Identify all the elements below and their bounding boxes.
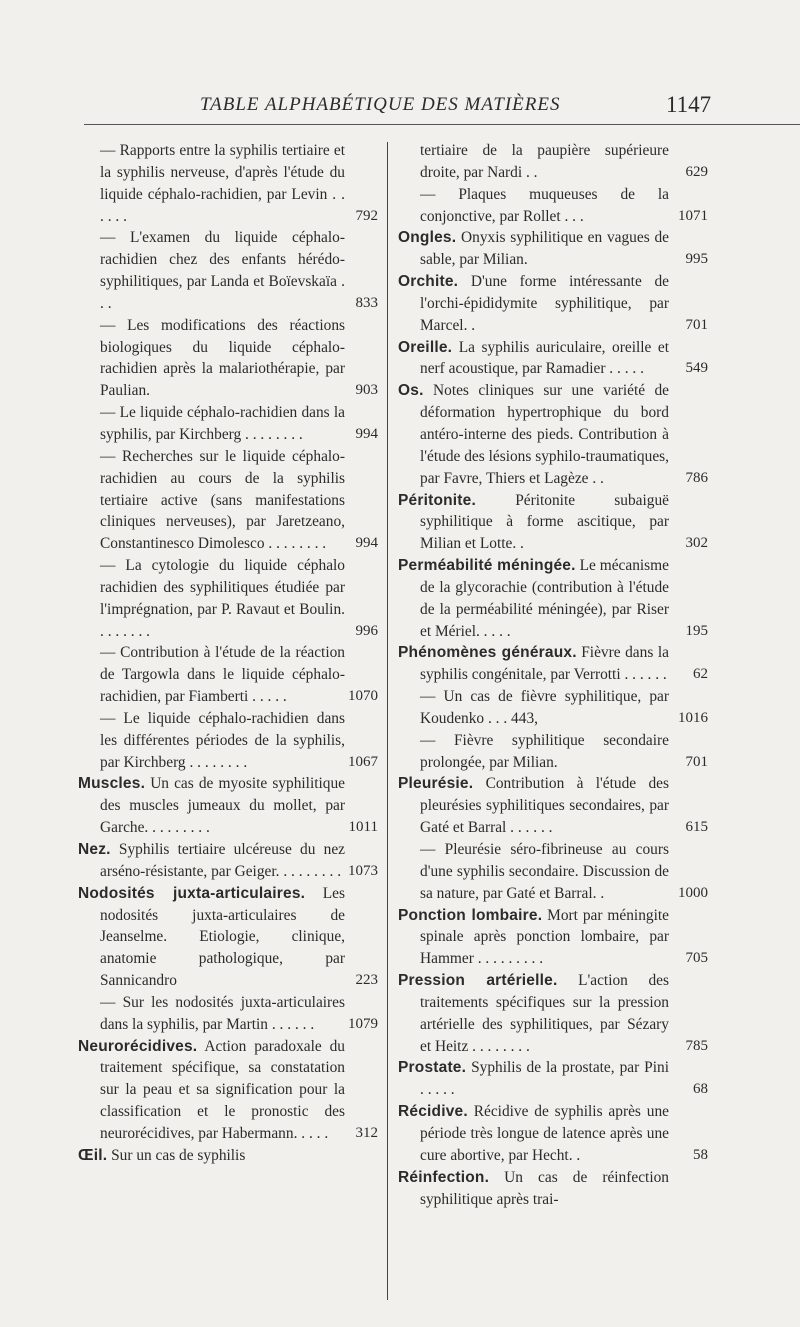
- entry-text: [398, 1101, 669, 1167]
- entry-text: [398, 227, 669, 271]
- entry-description: Un cas de myosite syphilitique des muscles jumeaux du mollet, par Garche. . . . . . . . .: [100, 775, 345, 837]
- entry-text: [398, 839, 669, 905]
- entry-description: — Le liquide céphalo-rachidien dans les différentes périodes de la syphilis, par Kirchberg . . . . . . . .: [100, 709, 345, 771]
- entry-page-number: 629: [685, 163, 708, 180]
- entry-page-number: 705: [685, 950, 708, 967]
- entry-page-number: 1067: [348, 753, 378, 770]
- entry-description: Un cas de réinfection syphilitique après trai-: [420, 1168, 669, 1208]
- entry-page-number: 223: [355, 972, 378, 989]
- index-entry: [398, 773, 712, 839]
- entry-keyword: Phénomènes généraux.: [398, 644, 577, 662]
- entry-description: Mort par méningite spinale après ponction lombaire, par Hammer . . . . . . . . .: [420, 906, 669, 968]
- entry-text: [398, 730, 669, 774]
- entry-keyword: Prostate.: [398, 1059, 467, 1077]
- index-entry: [78, 555, 378, 642]
- entry-page-number: 994: [355, 535, 378, 552]
- entry-description: — Pleurésie séro-fibrineuse au cours d'une syphilis secondaire. Discussion de sa nature, par Gaté et Barral. .: [420, 841, 669, 902]
- entry-description: — Le liquide céphalo-rachidien dans la syphilis, par Kirchberg . . . . . . . .: [100, 404, 345, 443]
- entry-text: [398, 140, 669, 184]
- entry-text: [78, 227, 345, 314]
- entry-description: tertiaire de la paupière supérieure droite, par Nardi . .: [420, 142, 669, 181]
- index-entry: [398, 905, 712, 971]
- entry-keyword: Pleurésie.: [398, 775, 474, 793]
- entry-description: Péritonite subaiguë syphilitique à forme ascitique, par Milian et Lotte. .: [420, 491, 669, 553]
- entry-keyword: Oreille.: [398, 338, 453, 356]
- entry-text: [78, 883, 345, 992]
- entry-page-number: 58: [693, 1146, 708, 1163]
- entry-page-number: 996: [355, 622, 378, 639]
- entry-page-number: 786: [685, 469, 708, 486]
- index-entry: [398, 970, 712, 1057]
- index-entry: [398, 227, 712, 271]
- index-entry: [398, 555, 712, 642]
- entry-text: [78, 315, 345, 402]
- entry-text: [398, 380, 669, 489]
- entry-text: [398, 970, 669, 1057]
- entry-keyword: Muscles.: [78, 775, 146, 793]
- entry-page-number: 1016: [678, 709, 708, 726]
- entry-description: Onyxis syphilitique en vagues de sable, par Milian.: [420, 229, 669, 269]
- entry-keyword: Œil.: [78, 1146, 108, 1164]
- entry-text: [78, 140, 345, 227]
- index-entry: [78, 708, 378, 774]
- entry-text: [78, 446, 345, 555]
- entry-text: [398, 642, 669, 686]
- right-column: [398, 140, 712, 1210]
- index-entry: [398, 337, 712, 381]
- entry-page-number: 833: [355, 294, 378, 311]
- index-entry: [78, 1036, 378, 1145]
- entry-page-number: 1000: [678, 884, 708, 901]
- entry-page-number: 1071: [678, 207, 708, 224]
- entry-page-number: 1011: [348, 819, 378, 836]
- index-entry: [398, 1167, 712, 1211]
- entry-page-number: 1079: [348, 1015, 378, 1032]
- entry-keyword: Neurorécidives.: [78, 1037, 198, 1055]
- page-title: TABLE ALPHABÉTIQUE DES MATIÈRES: [200, 94, 561, 115]
- index-entry: [78, 402, 378, 446]
- index-entry: [78, 839, 378, 883]
- entry-keyword: Os.: [398, 382, 424, 400]
- index-entry: [398, 1057, 712, 1101]
- entry-keyword: Perméabilité méningée.: [398, 557, 576, 575]
- entry-description: Les nodosités juxta-articulaires de Jeanselme. Etiologie, clinique, anatomie pathologique, par Sannicandro: [100, 884, 345, 990]
- entry-description: — Fièvre syphilitique secondaire prolongée, par Milian.: [420, 731, 669, 771]
- index-entry: [398, 1101, 712, 1167]
- column-divider: [387, 142, 388, 1300]
- entry-page-number: 62: [693, 666, 708, 683]
- entry-keyword: Péritonite.: [398, 491, 476, 509]
- entry-description: Sur un cas de syphilis: [111, 1146, 246, 1164]
- entry-text: [78, 1036, 345, 1145]
- index-entry: [398, 490, 712, 556]
- entry-text: [78, 642, 345, 708]
- entry-text: [398, 686, 669, 730]
- index-entry: [78, 140, 378, 227]
- index-entry: [398, 839, 712, 905]
- entry-description: — Rapports entre la syphilis tertiaire et la syphilis nerveuse, d'après l'étude du liquide céphalo-rachidien, par Levin . . . . . .: [100, 142, 345, 225]
- entry-page-number: 903: [355, 382, 378, 399]
- entry-text: [398, 271, 669, 337]
- entry-keyword: Pression artérielle.: [398, 972, 558, 990]
- entry-keyword: Orchite.: [398, 273, 459, 291]
- entry-page-number: 792: [355, 207, 378, 224]
- entry-description: — Sur les nodosités juxta-articulaires dans la syphilis, par Martin . . . . . .: [100, 993, 345, 1033]
- index-entry: [398, 184, 712, 228]
- entry-text: [78, 708, 345, 774]
- entry-text: [78, 1145, 345, 1167]
- entry-page-number: 68: [693, 1081, 708, 1098]
- entry-keyword: Réinfection.: [398, 1168, 490, 1186]
- entry-keyword: Ongles.: [398, 229, 457, 247]
- entry-description: — La cytologie du liquide céphalo rachidien des syphilitiques étudiée par l'imprégnation, par P. Ravaut et Boulin. . . . . . . .: [100, 557, 345, 640]
- entry-description: Fièvre dans la syphilis congénitale, par Verrotti . . . . . .: [420, 644, 669, 684]
- entry-page-number: 312: [355, 1124, 378, 1141]
- entry-keyword: Nodosités juxta-articulaires.: [78, 884, 306, 902]
- entry-description: Contribution à l'étude des pleurésies syphilitiques secondaires, par Gaté et Barral . . . . . .: [420, 775, 669, 837]
- entry-page-number: 302: [685, 535, 708, 552]
- entry-description: Notes cliniques sur une variété de déformation hypertrophique du bord antéro-interne des pieds. Contribution à l'étude des lésions syphilo-traumatiques, par Favre, Thiers et Lagèze . .: [420, 382, 669, 487]
- entry-keyword: Nez.: [78, 841, 111, 858]
- entry-page-number: 1070: [348, 688, 378, 705]
- entry-page-number: 701: [685, 753, 708, 770]
- entry-text: [78, 402, 345, 446]
- entry-page-number: 785: [685, 1037, 708, 1054]
- entry-page-number: 994: [355, 425, 378, 442]
- index-entry: [398, 642, 712, 686]
- entry-text: [78, 992, 345, 1036]
- entry-page-number: 1073: [348, 862, 378, 879]
- entry-description: — L'examen du liquide céphalo-rachidien chez des enfants hérédo-syphilitiques, par Landa et Boïevskaïa . . .: [100, 229, 345, 312]
- index-entry: [78, 642, 378, 708]
- entry-text: [398, 555, 669, 642]
- entry-text: [398, 337, 669, 381]
- entry-description: Syphilis de la prostate, par Pini . . . . .: [420, 1059, 669, 1099]
- entry-description: Le mécanisme de la glycorachie (contribution à l'étude de la perméabilité méningée), par Riser et Mériel. . . . .: [420, 557, 669, 640]
- entry-keyword: Récidive.: [398, 1103, 468, 1121]
- index-entry: [398, 686, 712, 730]
- entry-description: — Plaques muqueuses de la conjonctive, par Rollet . . .: [420, 185, 669, 225]
- entry-page-number: 549: [685, 360, 708, 377]
- entry-text: [398, 773, 669, 839]
- entry-text: [78, 555, 345, 642]
- entry-text: [398, 1057, 669, 1101]
- entry-description: Récidive de syphilis après une période très longue de latence après une cure abortive, par Hecht. .: [420, 1103, 669, 1164]
- index-entry: [78, 992, 378, 1036]
- entry-text: [398, 905, 669, 971]
- entry-page-number: 995: [685, 251, 708, 268]
- entry-page-number: 615: [685, 819, 708, 836]
- entry-description: — Les modifications des réactions biologiques du liquide céphalo-rachidien après la malariothérapie, par Paulian.: [100, 316, 345, 400]
- index-entry: [78, 227, 378, 314]
- entry-description: Syphilis tertiaire ulcéreuse du nez arséno-résistante, par Geiger. . . . . . . . .: [100, 841, 345, 880]
- entry-description: Action paradoxale du traitement spécifique, sa constatation sur la peau et sa signification pour la classification et le pronostic des neurorécidives, par Habermann. . . . .: [100, 1037, 346, 1142]
- index-entry: [78, 883, 378, 992]
- entry-description: L'action des traitements spécifiques sur la pression artérielle des syphilitiques, par Sézary et Heitz . . . . . . . .: [420, 972, 669, 1055]
- index-entry: [78, 315, 378, 402]
- entry-description: La syphilis auriculaire, oreille et nerf acoustique, par Ramadier . . . . .: [420, 338, 669, 378]
- left-column: [78, 140, 378, 1167]
- header-rule: [84, 124, 800, 125]
- running-header: [0, 86, 800, 126]
- entry-page-number: 701: [685, 316, 708, 333]
- index-entry: [78, 1145, 372, 1167]
- entry-keyword: Ponction lombaire.: [398, 906, 543, 924]
- entry-description: — Un cas de fièvre syphilitique, par Koudenko . . . 443,: [420, 688, 669, 727]
- entry-text: [398, 184, 669, 228]
- entry-text: [78, 839, 345, 883]
- index-entry: [78, 446, 378, 555]
- index-entry: [398, 730, 712, 774]
- index-entry: [398, 271, 712, 337]
- entry-description: — Contribution à l'étude de la réaction de Targowla dans le liquide céphalo-rachidien, par Fiamberti . . . . .: [100, 644, 345, 706]
- page-number: 1147: [666, 92, 712, 117]
- index-entry: [398, 140, 712, 184]
- entry-description: D'une forme intéressante de l'orchi-épididymite syphilitique, par Marcel. .: [420, 273, 669, 334]
- entry-text: [398, 490, 669, 556]
- index-entry: [398, 380, 712, 489]
- entry-text: [398, 1167, 669, 1211]
- index-entry: [78, 773, 378, 839]
- entry-page-number: 195: [685, 622, 708, 639]
- entry-description: — Recherches sur le liquide céphalo-rachidien au cours de la syphilis tertiaire active (sans manifestations cliniques nerveuses), par Jaretzeano, Constantinesco Dimolesco . . . . . . . .: [100, 447, 345, 553]
- entry-text: [78, 773, 345, 839]
